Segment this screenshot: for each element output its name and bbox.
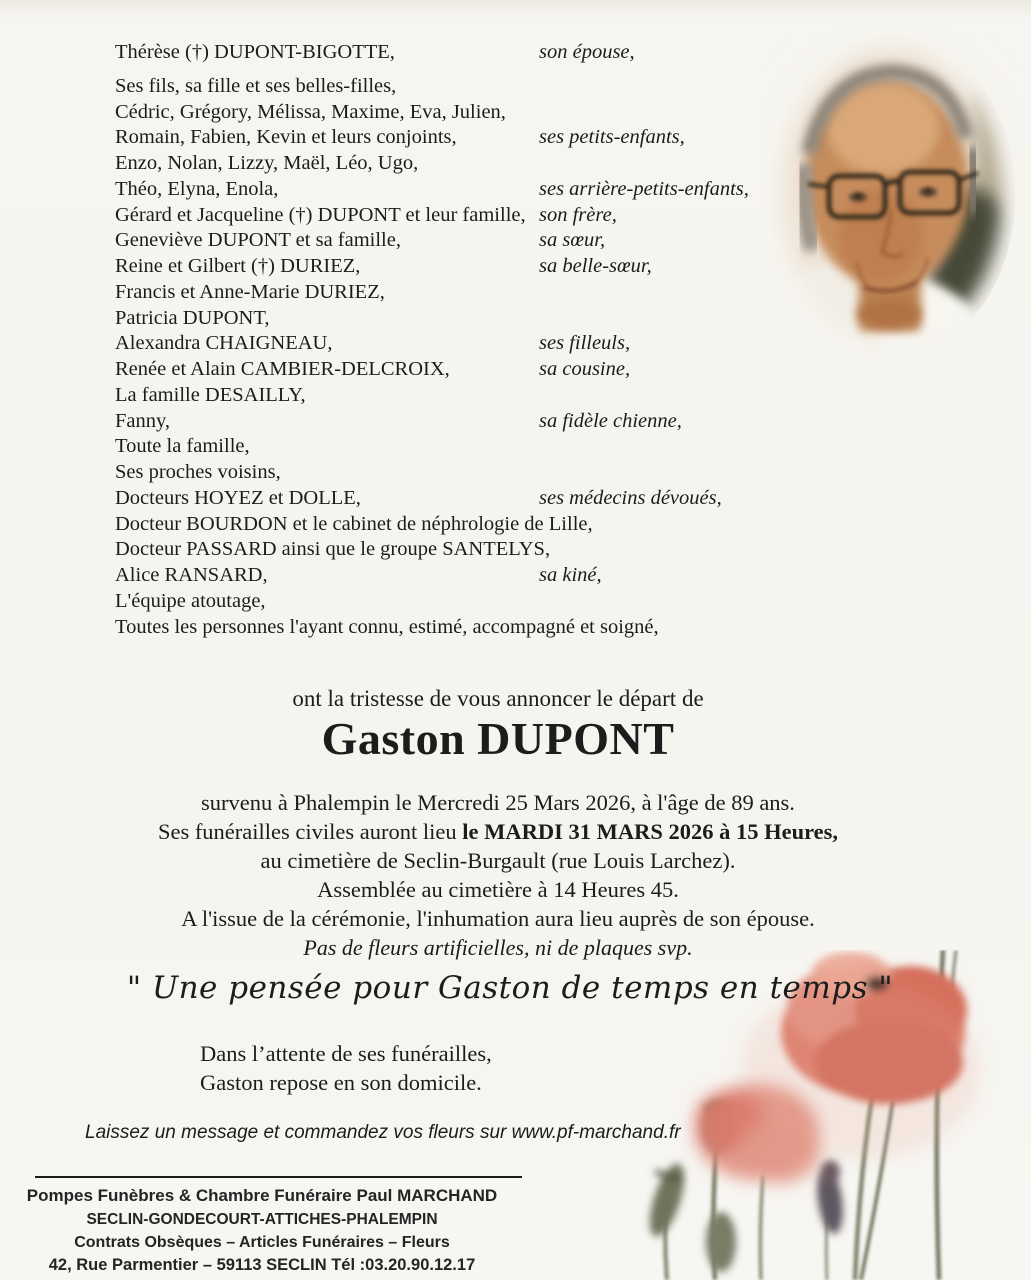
mourner-name: L'équipe atoutage, — [115, 589, 266, 612]
waiting-line-2: Gaston repose en son domicile. — [200, 1069, 482, 1095]
family-row — [115, 615, 915, 641]
family-row — [115, 486, 915, 512]
memorial-quote: " Une pensée pour Gaston de temps en temps " — [126, 970, 894, 1006]
relation-label: ses petits-enfants, — [539, 126, 685, 149]
relation-label: son frère, — [539, 203, 617, 226]
footer-company-name: Pompes Funèbres & Chambre Funéraire Paul MARCHAND — [26, 1186, 498, 1205]
detail-line-cemetery: au cimetière de Seclin-Burgault (rue Louis Larchez). — [260, 848, 736, 873]
family-row — [115, 74, 915, 100]
family-row — [115, 254, 915, 280]
detail-line-funeral — [0, 817, 996, 846]
family-row — [115, 383, 915, 409]
mourner-name: Ses fils, sa fille et ses belles-filles, — [115, 74, 397, 97]
mourner-name: La famille DESAILLY, — [115, 383, 306, 406]
detail-line-death: survenu à Phalempin le Mercredi 25 Mars 2026, à l'âge de 89 ans. — [201, 790, 795, 815]
footer-address-phone: 42, Rue Parmentier – 59113 SECLIN Tél :03.20.90.12.17 — [48, 1256, 476, 1274]
detail-line-burial: A l'issue de la cérémonie, l'inhumation aura lieu auprès de son épouse. — [181, 906, 815, 931]
family-row — [115, 306, 915, 332]
footer-services: Contrats Obsèques – Articles Funéraires – Fleurs — [74, 1234, 450, 1251]
relation-label: ses filleuls, — [539, 332, 631, 355]
footer-divider — [35, 1176, 522, 1178]
mourner-name: Renée et Alain CAMBIER-DELCROIX, — [115, 358, 450, 380]
relation-label: sa sœur, — [539, 229, 606, 252]
family-row — [115, 563, 915, 589]
mourner-name: Patricia DUPONT, — [115, 306, 270, 329]
detail-line-flowers: Pas de fleurs artificielles, ni de plaques svp. — [303, 935, 693, 960]
mourner-name: Théo, Elyna, Enola, — [115, 177, 279, 200]
waiting-line-1: Dans l’attente de ses funérailles, — [200, 1041, 492, 1066]
family-row — [115, 280, 915, 306]
detail-funeral-prefix: Ses funérailles civiles auront lieu — [157, 819, 463, 844]
deceased-name: Gaston DUPONT — [321, 713, 675, 764]
mourner-name: Toute la famille, — [115, 435, 250, 458]
mourner-name: Francis et Anne-Marie DURIEZ, — [115, 280, 385, 303]
funeral-home-footer — [22, 1184, 502, 1277]
relation-label: sa cousine, — [539, 358, 631, 380]
mourner-name: Docteurs HOYEZ et DOLLE, — [115, 486, 361, 509]
family-row — [115, 100, 915, 126]
family-row — [115, 151, 915, 177]
family-row — [115, 460, 915, 486]
mourner-name: Fanny, — [115, 409, 171, 432]
relation-label: sa belle-sœur, — [539, 255, 652, 277]
family-row — [115, 203, 915, 229]
mourner-name: Ses proches voisins, — [115, 461, 281, 483]
family-row — [115, 537, 915, 563]
family-row — [115, 228, 915, 254]
relation-label: sa kiné, — [539, 564, 602, 586]
mourner-name: Cédric, Grégory, Mélissa, Maxime, Eva, Julien, — [115, 100, 506, 123]
mourner-name: Toutes les personnes l'ayant connu, estimé, accompagné et soigné, — [115, 615, 659, 638]
footer-cities: SECLIN-GONDECOURT-ATTICHES-PHALEMPIN — [86, 1211, 438, 1228]
relation-label: ses médecins dévoués, — [539, 486, 722, 509]
family-row — [115, 125, 915, 151]
family-row — [115, 409, 915, 435]
family-row — [115, 357, 915, 383]
mourner-name: Geneviève DUPONT et sa famille, — [115, 229, 401, 252]
family-row — [115, 434, 915, 460]
family-row — [115, 177, 915, 203]
detail-funeral-datetime: le MARDI 31 MARS 2026 à 15 Heures, — [462, 819, 839, 844]
family-row — [115, 589, 915, 615]
relation-label: ses arrière-petits-enfants, — [539, 177, 749, 200]
detail-line-assembly: Assemblée au cimetière à 14 Heures 45. — [317, 877, 679, 902]
relation-label: son épouse, — [539, 41, 635, 63]
mourner-name: Thérèse (†) DUPONT-BIGOTTE, — [115, 41, 395, 63]
mourner-name: Docteur BOURDON et le cabinet de néphrologie de Lille, — [115, 512, 593, 535]
mourner-name: Gérard et Jacqueline (†) DUPONT et leur famille, — [115, 203, 526, 226]
family-row — [115, 40, 915, 66]
relation-label: sa fidèle chienne, — [539, 409, 682, 432]
announcement-intro: ont la tristesse de vous annoncer le départ de — [292, 686, 704, 711]
family-row — [115, 512, 915, 538]
mourner-name: Romain, Fabien, Kevin et leurs conjoints, — [115, 126, 457, 149]
mourner-name: Alexandra CHAIGNEAU, — [115, 332, 333, 355]
family-row — [115, 331, 915, 357]
mourner-name: Enzo, Nolan, Lizzy, Maël, Léo, Ugo, — [115, 152, 419, 174]
funeral-details — [0, 788, 996, 962]
family-list — [115, 40, 915, 640]
mourner-name: Alice RANSARD, — [115, 564, 268, 586]
waiting-note — [200, 1040, 492, 1097]
mourner-name: Reine et Gilbert (†) DURIEZ, — [115, 255, 361, 277]
flower-message: Laissez un message et commandez vos fleurs sur www.pf-marchand.fr — [85, 1122, 681, 1143]
mourner-name: Docteur PASSARD ainsi que le groupe SANTELYS, — [115, 538, 551, 561]
